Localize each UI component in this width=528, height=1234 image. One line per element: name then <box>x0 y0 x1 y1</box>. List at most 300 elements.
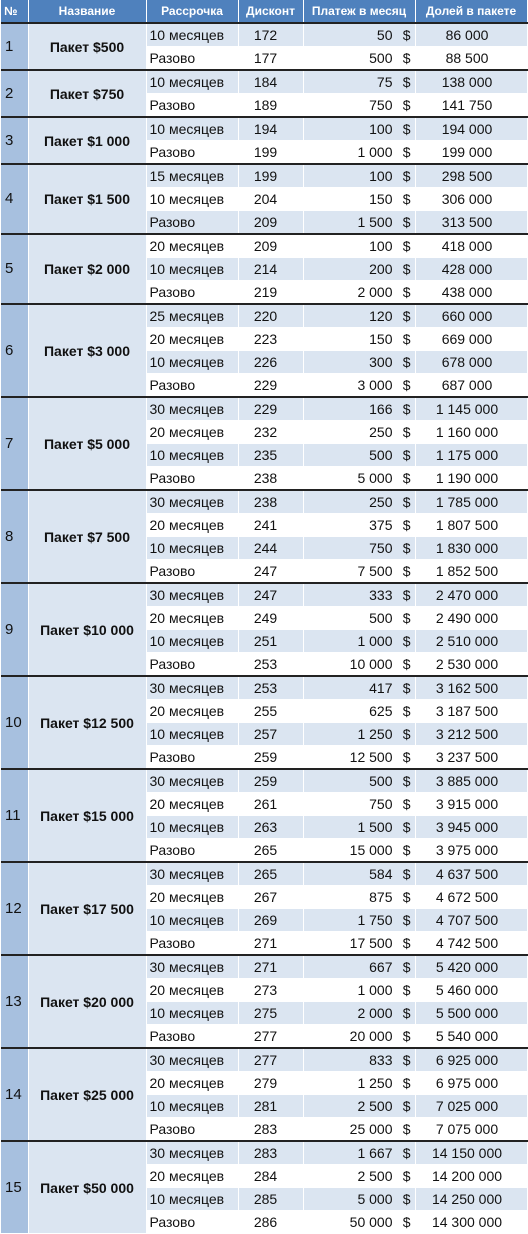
currency-sign: $ <box>402 517 411 533</box>
installment-plan: 10 месяцев <box>146 909 238 932</box>
payment-amount: 375 <box>369 517 393 533</box>
shares-in-package: 199 000 <box>415 141 527 165</box>
installment-plan: 20 месяцев <box>146 421 238 444</box>
installment-plan: 10 месяцев <box>146 188 238 211</box>
discount-value: 283 <box>238 1118 303 1142</box>
package-number: 7 <box>1 397 28 490</box>
shares-in-package: 428 000 <box>415 258 527 281</box>
currency-sign: $ <box>402 610 411 626</box>
monthly-payment <box>303 1165 415 1188</box>
discount-value: 253 <box>238 676 303 700</box>
payment-amount: 667 <box>369 959 393 975</box>
installment-plan: 30 месяцев <box>146 862 238 886</box>
package-name: Пакет $17 500 <box>28 862 146 955</box>
payment-amount: 750 <box>369 540 393 556</box>
currency-sign: $ <box>402 656 411 672</box>
installment-plan: 10 месяцев <box>146 351 238 374</box>
payment-amount: 833 <box>369 1052 393 1068</box>
installment-plan: 30 месяцев <box>146 676 238 700</box>
payment-amount: 100 <box>369 238 393 254</box>
discount-value: 249 <box>238 607 303 630</box>
package-number: 4 <box>1 164 28 234</box>
payment-amount: 10 000 <box>349 656 393 672</box>
installment-plan: Разово <box>146 932 238 956</box>
currency-sign: $ <box>402 144 411 160</box>
package-number: 5 <box>1 234 28 304</box>
table-body <box>1 23 527 1234</box>
shares-in-package: 4 637 500 <box>415 862 527 886</box>
payment-amount: 17 500 <box>349 935 393 951</box>
discount-value: 172 <box>238 23 303 47</box>
installment-plan: 10 месяцев <box>146 70 238 94</box>
currency-sign: $ <box>402 1028 411 1044</box>
installment-plan: Разово <box>146 1211 238 1234</box>
shares-in-package: 86 000 <box>415 23 527 47</box>
currency-sign: $ <box>402 935 411 951</box>
discount-value: 177 <box>238 47 303 71</box>
discount-value: 229 <box>238 397 303 421</box>
monthly-payment <box>303 746 415 770</box>
discount-value: 253 <box>238 653 303 677</box>
currency-sign: $ <box>402 982 411 998</box>
shares-in-package: 3 915 000 <box>415 793 527 816</box>
header-shares: Долей в пакете <box>415 0 527 23</box>
shares-in-package: 4 742 500 <box>415 932 527 956</box>
payment-amount: 50 <box>376 27 393 43</box>
table-row <box>1 676 527 700</box>
shares-in-package: 2 490 000 <box>415 607 527 630</box>
package-number: 11 <box>1 769 28 862</box>
currency-sign: $ <box>402 121 411 137</box>
discount-value: 285 <box>238 1188 303 1211</box>
payment-amount: 75 <box>376 74 393 90</box>
currency-sign: $ <box>402 1075 411 1091</box>
monthly-payment <box>303 444 415 467</box>
table-row <box>1 234 527 258</box>
installment-plan: Разово <box>146 653 238 677</box>
monthly-payment <box>303 886 415 909</box>
monthly-payment <box>303 258 415 281</box>
installment-plan: Разово <box>146 281 238 305</box>
discount-value: 219 <box>238 281 303 305</box>
monthly-payment <box>303 490 415 514</box>
currency-sign: $ <box>402 331 411 347</box>
shares-in-package: 1 785 000 <box>415 490 527 514</box>
currency-sign: $ <box>402 238 411 254</box>
installment-plan: 30 месяцев <box>146 583 238 607</box>
discount-value: 283 <box>238 1141 303 1165</box>
currency-sign: $ <box>402 587 411 603</box>
currency-sign: $ <box>402 889 411 905</box>
discount-value: 209 <box>238 234 303 258</box>
monthly-payment <box>303 583 415 607</box>
installment-plan: 10 месяцев <box>146 117 238 141</box>
payment-amount: 750 <box>369 97 393 113</box>
discount-value: 271 <box>238 932 303 956</box>
payment-amount: 250 <box>369 424 393 440</box>
currency-sign: $ <box>402 819 411 835</box>
currency-sign: $ <box>402 494 411 510</box>
payment-amount: 500 <box>369 447 393 463</box>
monthly-payment <box>303 23 415 47</box>
header-plan: Рассрочка <box>146 0 238 23</box>
package-number: 13 <box>1 955 28 1048</box>
monthly-payment <box>303 514 415 537</box>
installment-plan: Разово <box>146 746 238 770</box>
table-row <box>1 23 527 47</box>
shares-in-package: 6 925 000 <box>415 1048 527 1072</box>
installment-plan: 20 месяцев <box>146 514 238 537</box>
shares-in-package: 3 187 500 <box>415 700 527 723</box>
discount-value: 269 <box>238 909 303 932</box>
discount-value: 257 <box>238 723 303 746</box>
currency-sign: $ <box>402 354 411 370</box>
installment-plan: 10 месяцев <box>146 537 238 560</box>
package-number: 9 <box>1 583 28 676</box>
installment-plan: 30 месяцев <box>146 490 238 514</box>
installment-plan: Разово <box>146 94 238 118</box>
shares-in-package: 1 190 000 <box>415 467 527 491</box>
discount-value: 259 <box>238 769 303 793</box>
shares-in-package: 194 000 <box>415 117 527 141</box>
payment-amount: 20 000 <box>349 1028 393 1044</box>
payment-amount: 1 667 <box>357 1145 393 1161</box>
payment-amount: 5 000 <box>357 1191 393 1207</box>
table-row <box>1 769 527 793</box>
installment-plan: 10 месяцев <box>146 1002 238 1025</box>
discount-value: 277 <box>238 1048 303 1072</box>
shares-in-package: 1 175 000 <box>415 444 527 467</box>
monthly-payment <box>303 397 415 421</box>
table-row <box>1 490 527 514</box>
installment-plan: 10 месяцев <box>146 723 238 746</box>
discount-value: 281 <box>238 1095 303 1118</box>
payment-amount: 100 <box>369 168 393 184</box>
installment-plan: 20 месяцев <box>146 793 238 816</box>
monthly-payment <box>303 793 415 816</box>
monthly-payment <box>303 188 415 211</box>
shares-in-package: 3 237 500 <box>415 746 527 770</box>
monthly-payment <box>303 607 415 630</box>
monthly-payment <box>303 1211 415 1234</box>
installment-plan: 20 месяцев <box>146 700 238 723</box>
currency-sign: $ <box>402 726 411 742</box>
shares-in-package: 5 540 000 <box>415 1025 527 1049</box>
monthly-payment <box>303 304 415 328</box>
header-discount: Дисконт <box>238 0 303 23</box>
header-row <box>1 0 527 23</box>
package-number: 12 <box>1 862 28 955</box>
monthly-payment <box>303 1072 415 1095</box>
table-row <box>1 1141 527 1165</box>
installment-plan: 20 месяцев <box>146 979 238 1002</box>
installment-plan: Разово <box>146 839 238 863</box>
package-number: 15 <box>1 1141 28 1234</box>
package-number: 10 <box>1 676 28 769</box>
currency-sign: $ <box>402 1214 411 1230</box>
installment-plan: Разово <box>146 1025 238 1049</box>
payment-amount: 1 000 <box>357 144 393 160</box>
payment-amount: 5 000 <box>357 470 393 486</box>
currency-sign: $ <box>402 1145 411 1161</box>
shares-in-package: 687 000 <box>415 374 527 398</box>
payment-amount: 25 000 <box>349 1121 393 1137</box>
header-name: Название <box>28 0 146 23</box>
currency-sign: $ <box>402 74 411 90</box>
discount-value: 273 <box>238 979 303 1002</box>
shares-in-package: 1 145 000 <box>415 397 527 421</box>
package-name: Пакет $15 000 <box>28 769 146 862</box>
monthly-payment <box>303 862 415 886</box>
installment-plan: Разово <box>146 1118 238 1142</box>
monthly-payment <box>303 955 415 979</box>
table-row <box>1 583 527 607</box>
currency-sign: $ <box>402 912 411 928</box>
installment-plan: Разово <box>146 47 238 71</box>
monthly-payment <box>303 537 415 560</box>
discount-value: 251 <box>238 630 303 653</box>
currency-sign: $ <box>402 959 411 975</box>
currency-sign: $ <box>402 168 411 184</box>
discount-value: 194 <box>238 117 303 141</box>
discount-value: 199 <box>238 141 303 165</box>
monthly-payment <box>303 1118 415 1142</box>
payment-amount: 100 <box>369 121 393 137</box>
payment-amount: 500 <box>369 50 393 66</box>
shares-in-package: 141 750 <box>415 94 527 118</box>
discount-value: 220 <box>238 304 303 328</box>
package-name: Пакет $3 000 <box>28 304 146 397</box>
table-header <box>1 0 527 23</box>
table-row <box>1 304 527 328</box>
installment-plan: 30 месяцев <box>146 769 238 793</box>
currency-sign: $ <box>402 563 411 579</box>
package-number: 2 <box>1 70 28 117</box>
monthly-payment <box>303 932 415 956</box>
shares-in-package: 7 025 000 <box>415 1095 527 1118</box>
package-name: Пакет $5 000 <box>28 397 146 490</box>
currency-sign: $ <box>402 470 411 486</box>
installment-plan: 25 месяцев <box>146 304 238 328</box>
currency-sign: $ <box>402 703 411 719</box>
discount-value: 259 <box>238 746 303 770</box>
discount-value: 184 <box>238 70 303 94</box>
installment-plan: 20 месяцев <box>146 1165 238 1188</box>
monthly-payment <box>303 769 415 793</box>
monthly-payment <box>303 560 415 584</box>
monthly-payment <box>303 909 415 932</box>
currency-sign: $ <box>402 377 411 393</box>
shares-in-package: 7 075 000 <box>415 1118 527 1142</box>
payment-amount: 200 <box>369 261 393 277</box>
package-number: 8 <box>1 490 28 583</box>
shares-in-package: 2 510 000 <box>415 630 527 653</box>
monthly-payment <box>303 1025 415 1049</box>
payment-amount: 2 000 <box>357 1005 393 1021</box>
payment-amount: 250 <box>369 494 393 510</box>
discount-value: 199 <box>238 164 303 188</box>
header-payment: Платеж в месяц <box>303 0 415 23</box>
table-row <box>1 397 527 421</box>
installment-plan: 10 месяцев <box>146 1095 238 1118</box>
discount-value: 261 <box>238 793 303 816</box>
installment-plan: Разово <box>146 467 238 491</box>
installment-plan: 10 месяцев <box>146 23 238 47</box>
currency-sign: $ <box>402 50 411 66</box>
package-name: Пакет $20 000 <box>28 955 146 1048</box>
discount-value: 235 <box>238 444 303 467</box>
package-number: 3 <box>1 117 28 164</box>
shares-in-package: 438 000 <box>415 281 527 305</box>
installment-plan: 20 месяцев <box>146 886 238 909</box>
package-name: Пакет $7 500 <box>28 490 146 583</box>
shares-in-package: 4 707 500 <box>415 909 527 932</box>
payment-amount: 500 <box>369 610 393 626</box>
package-name: Пакет $750 <box>28 70 146 117</box>
discount-value: 223 <box>238 328 303 351</box>
table-row <box>1 1048 527 1072</box>
payment-amount: 1 750 <box>357 912 393 928</box>
payment-amount: 12 500 <box>349 749 393 765</box>
installment-plan: 20 месяцев <box>146 607 238 630</box>
discount-value: 284 <box>238 1165 303 1188</box>
monthly-payment <box>303 47 415 71</box>
discount-value: 255 <box>238 700 303 723</box>
monthly-payment <box>303 1188 415 1211</box>
currency-sign: $ <box>402 680 411 696</box>
installment-plan: 10 месяцев <box>146 258 238 281</box>
monthly-payment <box>303 467 415 491</box>
installment-plan: 30 месяцев <box>146 1048 238 1072</box>
currency-sign: $ <box>402 1168 411 1184</box>
currency-sign: $ <box>402 261 411 277</box>
payment-amount: 625 <box>369 703 393 719</box>
discount-value: 204 <box>238 188 303 211</box>
currency-sign: $ <box>402 27 411 43</box>
shares-in-package: 1 852 500 <box>415 560 527 584</box>
shares-in-package: 5 500 000 <box>415 1002 527 1025</box>
monthly-payment <box>303 281 415 305</box>
payment-amount: 750 <box>369 796 393 812</box>
currency-sign: $ <box>402 214 411 230</box>
payment-amount: 1 500 <box>357 214 393 230</box>
monthly-payment <box>303 1141 415 1165</box>
monthly-payment <box>303 70 415 94</box>
monthly-payment <box>303 421 415 444</box>
currency-sign: $ <box>402 633 411 649</box>
packages-table <box>1 0 528 1234</box>
shares-in-package: 313 500 <box>415 211 527 235</box>
shares-in-package: 1 830 000 <box>415 537 527 560</box>
installment-plan: 10 месяцев <box>146 630 238 653</box>
currency-sign: $ <box>402 1191 411 1207</box>
shares-in-package: 1 807 500 <box>415 514 527 537</box>
currency-sign: $ <box>402 1121 411 1137</box>
installment-plan: Разово <box>146 211 238 235</box>
monthly-payment <box>303 630 415 653</box>
discount-value: 229 <box>238 374 303 398</box>
shares-in-package: 2 470 000 <box>415 583 527 607</box>
currency-sign: $ <box>402 866 411 882</box>
payment-amount: 500 <box>369 773 393 789</box>
monthly-payment <box>303 653 415 677</box>
monthly-payment <box>303 234 415 258</box>
currency-sign: $ <box>402 1098 411 1114</box>
installment-plan: 30 месяцев <box>146 397 238 421</box>
payment-amount: 300 <box>369 354 393 370</box>
payment-amount: 1 250 <box>357 1075 393 1091</box>
monthly-payment <box>303 117 415 141</box>
discount-value: 189 <box>238 94 303 118</box>
payment-amount: 1 500 <box>357 819 393 835</box>
package-name: Пакет $500 <box>28 23 146 70</box>
payment-amount: 2 500 <box>357 1168 393 1184</box>
shares-in-package: 5 420 000 <box>415 955 527 979</box>
package-name: Пакет $25 000 <box>28 1048 146 1141</box>
shares-in-package: 14 150 000 <box>415 1141 527 1165</box>
currency-sign: $ <box>402 842 411 858</box>
payment-amount: 15 000 <box>349 842 393 858</box>
package-name: Пакет $12 500 <box>28 676 146 769</box>
monthly-payment <box>303 1002 415 1025</box>
shares-in-package: 660 000 <box>415 304 527 328</box>
payment-amount: 2 000 <box>357 284 393 300</box>
payment-amount: 2 500 <box>357 1098 393 1114</box>
package-number: 1 <box>1 23 28 70</box>
monthly-payment <box>303 374 415 398</box>
shares-in-package: 14 300 000 <box>415 1211 527 1234</box>
monthly-payment <box>303 816 415 839</box>
discount-value: 247 <box>238 560 303 584</box>
installment-plan: Разово <box>146 560 238 584</box>
installment-plan: 15 месяцев <box>146 164 238 188</box>
shares-in-package: 14 250 000 <box>415 1188 527 1211</box>
payment-amount: 875 <box>369 889 393 905</box>
shares-in-package: 306 000 <box>415 188 527 211</box>
discount-value: 275 <box>238 1002 303 1025</box>
payment-amount: 1 250 <box>357 726 393 742</box>
discount-value: 241 <box>238 514 303 537</box>
currency-sign: $ <box>402 796 411 812</box>
shares-in-package: 2 530 000 <box>415 653 527 677</box>
discount-value: 277 <box>238 1025 303 1049</box>
package-name: Пакет $1 000 <box>28 117 146 164</box>
installment-plan: Разово <box>146 374 238 398</box>
payment-amount: 50 000 <box>349 1214 393 1230</box>
payment-amount: 120 <box>369 308 393 324</box>
shares-in-package: 418 000 <box>415 234 527 258</box>
installment-plan: 20 месяцев <box>146 234 238 258</box>
installment-plan: 20 месяцев <box>146 1072 238 1095</box>
currency-sign: $ <box>402 540 411 556</box>
currency-sign: $ <box>402 447 411 463</box>
monthly-payment <box>303 1048 415 1072</box>
payment-amount: 150 <box>369 331 393 347</box>
currency-sign: $ <box>402 97 411 113</box>
payment-amount: 1 000 <box>357 982 393 998</box>
shares-in-package: 88 500 <box>415 47 527 71</box>
discount-value: 265 <box>238 839 303 863</box>
currency-sign: $ <box>402 749 411 765</box>
discount-value: 226 <box>238 351 303 374</box>
monthly-payment <box>303 1095 415 1118</box>
shares-in-package: 3 975 000 <box>415 839 527 863</box>
monthly-payment <box>303 723 415 746</box>
payment-amount: 150 <box>369 191 393 207</box>
currency-sign: $ <box>402 284 411 300</box>
payment-amount: 584 <box>369 866 393 882</box>
discount-value: 286 <box>238 1211 303 1234</box>
